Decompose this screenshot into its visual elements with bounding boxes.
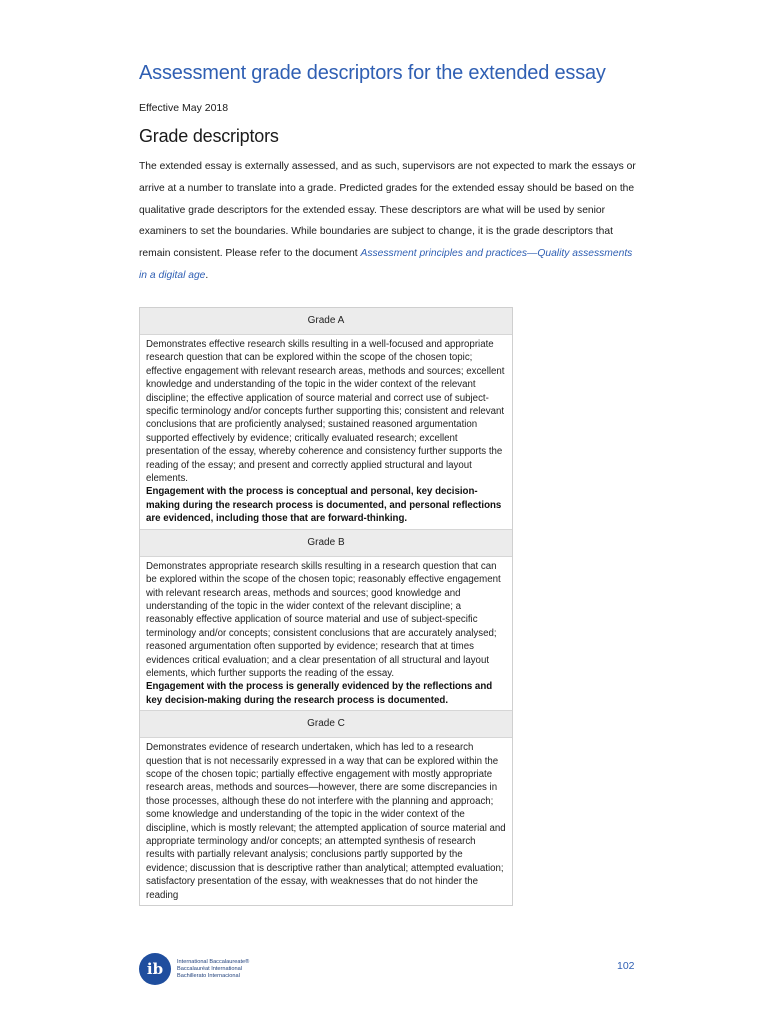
section-heading: Grade descriptors [139,126,279,146]
grade-b-description: Demonstrates appropriate research skills resulting in a research question that can be explored within the scope of the chosen topic; reasonably effective engagement with relevant research areas, methods and sources; good knowledge and understanding of the topic in the wider context of the relevant discipline; a reasonably effective application of source material and use of subject-specific terminology and/or concepts; consistent conclusions that are accurately analysed; reasoned argumentation often supported by evidence; research that at times evidences critical evaluation; and a clear presentation of all structural and layout elements, which further supports the reading of the essay. [146,560,501,679]
assessment-principles-link[interactable]: Assessment principles and practices—Quality assessments in a digital age [139,248,633,281]
grade-a-description: Demonstrates effective research skills resulting in a well-focused and appropriate research question that can be explored within the scope of the chosen topic; effective engagement with relevant research areas, methods and sources; excellent knowledge and understanding of the topic in the wider context of the relevant discipline; the effective application of source material and correct use of subject-specific terminology and/or concepts further supporting this; consistent and relevant conclusions that are proficiently analysed; sustained reasoned argumentation supported effectively by evidence; critically evaluated research; excellent presentation of the essay, whereby coherence and consistency further supports the reading of the essay; and present and correctly applied structural and layout elements. [146,339,505,485]
ib-logo [139,953,249,985]
grade-b-process: Engagement with the process is generally evidenced by the reflections and key decision-making during the research process is documented. [146,681,493,706]
intro-end: . [205,269,209,281]
page-number: 102 [617,960,635,972]
grade-b-header: Grade B [140,530,512,557]
grade-a-header: Grade A [140,308,512,335]
grade-a-body [140,335,512,530]
ib-org-names [177,959,249,980]
org-name-es: Bachillerato Internacional [177,972,240,979]
grade-descriptors-table [139,307,513,906]
grade-c-body [140,738,512,906]
org-name-en: International Baccalaureate® [177,958,250,965]
grade-c-header: Grade C [140,711,512,738]
intro-text: The extended essay is externally assessed, and as such, supervisors are not expected to mark the essays or arrive at a number to translate into a grade. Predicted grades for the extended essay should be based on the qualitative grade descriptors for the extended essay. These descriptors are what will be used by senior examiners to set the boundaries. While boundaries are subject to change, it is the grade descriptors that remain consistent. Please refer to the document [139,161,636,260]
grade-a-process: Engagement with the process is conceptual and personal, key decision-making during the research process is documented, and personal reflections are evidenced, including those that are forward-thinking. [146,486,502,525]
org-name-fr: Baccalauréat International [177,965,242,972]
grade-c-description: Demonstrates evidence of research undertaken, which has led to a research question that is not necessarily expressed in a way that can be explored within the scope of the chosen topic; partially effective engagement with mostly appropriate research areas, methods and sources—however, there are some discrepancies in those processes, although these do not interfere with the planning and approach; some knowledge and understanding of the topic in the wider context of the discipline, which is mostly relevant; the attempted application of source material and appropriate terminology and/or concepts; an attempted synthesis of research results with partially relevant analysis; conclusions partly supported by the evidence; discussion that is descriptive rather than analytical; attempted evaluation; satisfactory presentation of the essay, with weaknesses that do not hinder the reading [146,742,506,901]
grade-b-body [140,557,512,711]
ib-logo-icon: ib [139,953,171,985]
effective-date: Effective May 2018 [139,102,229,114]
intro-paragraph [139,156,639,287]
page-title: Assessment grade descriptors for the extended essay [139,62,606,84]
